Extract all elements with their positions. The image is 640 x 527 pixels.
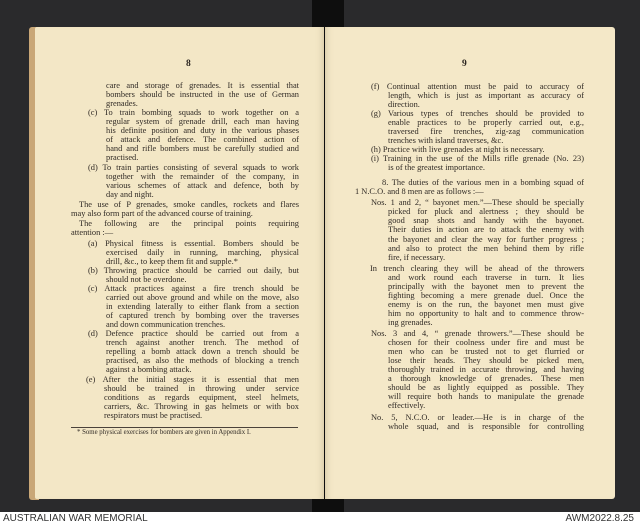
text-line: lose their heads. They should be picked men,: [388, 356, 584, 365]
text-line: the bayonet and clear the way for further progress ;: [388, 235, 584, 244]
text-line: should be trained in throwing under service: [104, 384, 299, 393]
text-line: fire, if necessary.: [388, 253, 446, 262]
text-line: together with the remainder of the company, in: [106, 172, 299, 181]
text-line: is of the greatest importance.: [388, 163, 485, 172]
text-line: (d) Defence practice should be carried out from a: [88, 329, 299, 338]
text-line: No. 5, N.C.O. or leader.—He is in charge of the: [371, 413, 584, 422]
text-line: should be as lightly equipped as possible. They: [388, 383, 584, 392]
text-line: exercised daily in running, marching, physical: [106, 248, 299, 257]
right-page: [325, 27, 615, 499]
page-number: 9: [462, 59, 467, 69]
text-line: (b) Throwing practice should be carried out daily, but: [88, 266, 299, 275]
text-line: against a bombing attack.: [106, 365, 192, 374]
text-line: trench against another trench. The method of: [106, 338, 299, 347]
text-line: carried out above ground and while on the move, also: [106, 293, 299, 302]
text-line: men who can be trusted not to get flurried or: [388, 347, 584, 356]
text-line: various schemes of attack and defence, both by: [106, 181, 299, 190]
text-line: whole squad, and is responsible for controlling: [388, 422, 584, 431]
text-line: Nos. 1 and 2, “ bayonet men.”—These should be specially: [371, 198, 584, 207]
text-line: ing grenades.: [388, 318, 433, 327]
accession-number: AWM2022.8.25: [565, 513, 634, 524]
text-line: The use of P grenades, smoke candles, rockets and flares: [79, 200, 299, 209]
text-line: conditions as regards equipment, steel helmets,: [104, 393, 299, 402]
text-line: (e) After the initial stages it is essential that men: [86, 375, 299, 384]
page-number: 8: [186, 59, 191, 69]
text-line: bombers should be instructed in the use of German: [106, 90, 299, 99]
text-line: hand and rifle bombers must be carefully studied and: [106, 144, 299, 153]
text-line: enable practices to be properly carried out, e.g.,: [388, 118, 584, 127]
text-line: principally with the bayonet men to prevent the: [388, 282, 584, 291]
text-line: direction.: [388, 100, 420, 109]
text-line: a thorough knowledge of grenades. These men: [388, 374, 584, 383]
text-line: and work round each traverse in turn. It lies: [388, 273, 584, 282]
text-line: (c) Attack practices against a fire trench should be: [88, 284, 299, 293]
text-line: (g) Various types of trenches should be provided to: [371, 109, 584, 118]
text-line: The following are the principal points requiring: [79, 219, 299, 228]
text-line: and also to protect the men behind them by rifle: [388, 244, 584, 253]
institution-caption: AUSTRALIAN WAR MEMORIAL: [3, 513, 148, 524]
text-line: of attack and defence. The combined action of: [106, 135, 299, 144]
text-line: In trench clearing they will be ahead of the throwers: [370, 264, 584, 273]
text-line: (d) To train parties consisting of several squads to work: [88, 163, 299, 172]
text-line: trenches with island traverses, &c.: [388, 136, 504, 145]
text-line: his definite position and duty in the various phases: [106, 126, 299, 135]
text-line: respirators must be practised.: [104, 411, 203, 420]
footnote-divider: [71, 427, 298, 428]
text-line: care and storage of grenades. It is essential that: [106, 81, 299, 90]
text-line: length, which is just as important as accuracy of: [388, 91, 584, 100]
text-line: practised.: [106, 153, 139, 162]
text-line: thoroughly trained in accurate throwing, and having: [388, 365, 584, 374]
text-line: traversed fire trenches, zig-zag communication: [388, 127, 584, 136]
text-line: carriers, &c. Throwing in gas helmets or with box: [104, 402, 299, 411]
footnote: * Some physical exercises for bombers are given in Appendix I.: [77, 429, 251, 436]
left-page: [35, 27, 324, 499]
text-line: grenades.: [106, 99, 138, 108]
text-line: enemy is on the run, the bayonet men must give: [388, 300, 584, 309]
text-line: should not be overdone.: [106, 275, 187, 284]
text-line: and down communication trenches.: [106, 320, 226, 329]
text-line: Nos. 3 and 4, “ grenade throwers.”—These should be: [371, 329, 584, 338]
text-line: effectively.: [388, 401, 426, 410]
text-line: (i) Training in the use of the Mills rifle grenade (No. 23): [371, 154, 584, 163]
text-line: good snap shots and handy with the bayonet.: [388, 216, 584, 225]
text-line: chosen for their coolness under fire and must be: [388, 338, 584, 347]
text-line: drill, &c., to keep them fit and supple.*: [106, 257, 238, 266]
text-line: (a) Physical fitness is essential. Bombers should be: [88, 239, 299, 248]
text-line: him no opportunity to halt and to commence throw-: [388, 309, 584, 318]
text-line: (h) Practice with live grenades at night is necessary.: [371, 145, 545, 154]
text-line: (c) To train bombing squads to work together on a: [88, 108, 299, 117]
text-line: (f) Continual attention must be paid to accuracy of: [371, 82, 584, 91]
text-line: in extending laterally to either flank from a section: [106, 302, 299, 311]
text-line: practised, as also the methods of blocking a trench: [106, 356, 299, 365]
text-line: repelling a bomb attack down a trench should be: [106, 347, 299, 356]
text-line: 8. The duties of the various men in a bombing squad of: [382, 178, 584, 187]
text-line: day and night.: [106, 190, 154, 199]
text-line: fighting becoming a mere grenade duel. Once the: [388, 291, 584, 300]
text-line: will require both hands to manipulate the grenade: [388, 392, 584, 401]
text-line: of captured trench by bombing over the traverses: [106, 311, 299, 320]
text-line: picked for pluck and alertness ; they should be: [388, 207, 584, 216]
text-line: may also form part of the advanced course of training.: [71, 209, 253, 218]
text-line: Their duties in action are to attack the enemy with: [388, 225, 584, 234]
text-line: regular system of grenade drill, each man having: [106, 117, 299, 126]
text-line: 1 N.C.O. and 8 men are as follows :—: [355, 187, 484, 196]
text-line: attention :—: [71, 228, 114, 237]
